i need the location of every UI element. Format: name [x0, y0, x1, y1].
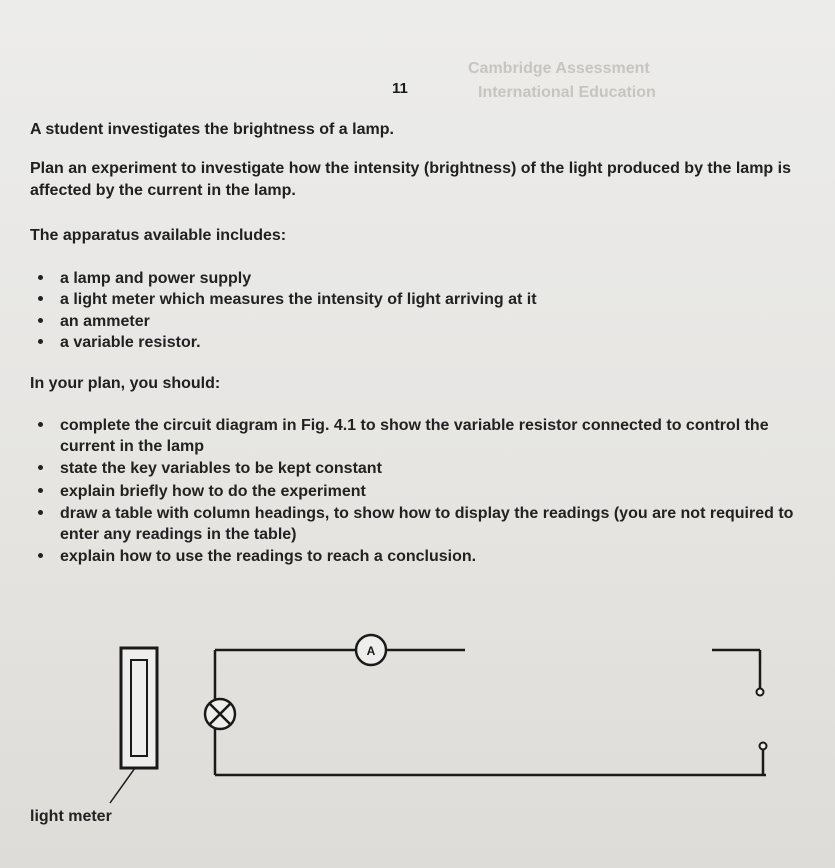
bullet-icon: [38, 296, 43, 301]
plan-item-text: state the key variables to be kept constant: [60, 460, 382, 477]
bullet-icon: [38, 275, 43, 280]
light-meter-pointer: [110, 768, 135, 803]
bullet-icon: [38, 488, 43, 493]
apparatus-item-text: a light meter which measures the intensity of light arriving at it: [60, 291, 537, 308]
light-meter-label: light meter: [30, 808, 112, 825]
apparatus-heading: The apparatus available includes:: [30, 227, 287, 244]
bullet-icon: [38, 553, 43, 558]
plan-item-text: draw a table with column headings, to show how to display the readings (you are not required to enter any readings in the table): [60, 505, 794, 543]
plan-item-text: complete the circuit diagram in Fig. 4.1 to show the variable resistor connected to control the current in the lamp: [60, 417, 769, 455]
ammeter-label: A: [366, 644, 376, 658]
plan-heading: In your plan, you should:: [30, 375, 221, 392]
watermark-line-1: Cambridge Assessment: [468, 60, 650, 77]
lamp-icon: [205, 699, 235, 729]
bullet-icon: [38, 318, 43, 323]
ammeter-icon: [356, 635, 386, 665]
intro-text: A student investigates the brightness of a lamp.: [30, 121, 394, 138]
power-supply-terminals: [712, 650, 767, 775]
bullet-icon: [38, 422, 43, 427]
apparatus-item-text: an ammeter: [60, 313, 150, 330]
bullet-icon: [38, 465, 43, 470]
bullet-icon: [38, 339, 43, 344]
task-text: Plan an experiment to investigate how the intensity (brightness) of the light produced by the lamp is affected by the current in the lamp.: [30, 160, 791, 199]
plan-item-text: explain briefly how to do the experiment: [60, 483, 366, 500]
bullet-icon: [38, 510, 43, 515]
circuit-diagram: [0, 620, 835, 868]
apparatus-item-text: a lamp and power supply: [60, 270, 252, 287]
watermark-line-2: International Education: [478, 84, 656, 101]
plan-item-text: explain how to use the readings to reach a conclusion.: [60, 548, 477, 565]
apparatus-item-text: a variable resistor.: [60, 334, 201, 351]
page-number: 11: [392, 80, 408, 97]
light-meter-icon: [121, 648, 157, 768]
